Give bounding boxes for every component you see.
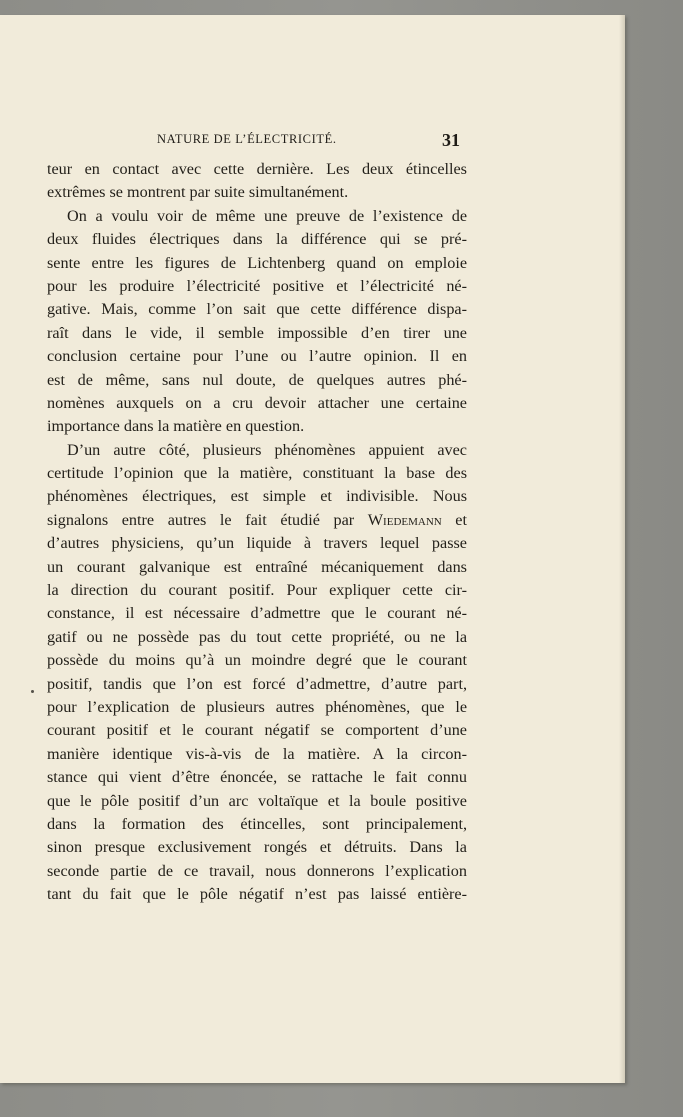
text-line: deux fluides électriques dans la différence qui se pré- [47, 230, 467, 249]
text-segment: et [441, 510, 467, 529]
page-number: 31 [442, 130, 460, 150]
text-line: extrêmes se montrent par suite simultanément. [47, 183, 349, 202]
running-head [47, 130, 467, 150]
text-line: d’autres physiciens, qu’un liquide à travers lequel passe [47, 534, 467, 553]
text-line: dans la formation des étincelles, sont principalement, [47, 814, 467, 833]
paragraph-first-line: D’un autre côté, plusieurs phénomènes appuient avec [67, 440, 467, 459]
text-line: phénomènes électriques, est simple et indivisible. Nous [47, 487, 467, 506]
text-line: gative. Mais, comme l’on sait que cette différence dispa- [47, 300, 467, 319]
text-line: nomènes auxquels on a cru devoir attacher une certaine [47, 393, 467, 412]
paragraph-first-line: On a voulu voir de même une preuve de l’existence de [67, 206, 467, 225]
text-line: certitude l’opinion que la matière, constituant la base des [47, 464, 467, 483]
running-title: NATURE DE L’ÉLECTRICITÉ. [157, 132, 337, 146]
text-line: est de même, sans nul doute, de quelques autres phé- [47, 370, 467, 389]
text-line: tant du fait que le pôle négatif n’est pas laissé entière- [47, 885, 467, 904]
text-line: sente entre les figures de Lichtenberg quand on emploie [47, 253, 467, 272]
text-line: positif, tandis que l’on est forcé d’admettre, d’autre part, [47, 674, 467, 693]
text-line: sinon presque exclusivement rongés et détruits. Dans la [47, 838, 467, 857]
text-line: un courant galvanique est entraîné mécaniquement dans [47, 557, 467, 576]
margin-speck [31, 690, 34, 693]
text-line: seconde partie de ce travail, nous donnerons l’explication [47, 861, 467, 880]
text-segment: signalons entre autres le fait étudié par [47, 510, 368, 529]
text-line: raît dans le vide, il semble impossible d’en tirer une [47, 323, 467, 342]
text-line: la direction du courant positif. Pour expliquer cette cir- [47, 581, 467, 600]
text-line: pour les produire l’électricité positive et l’électricité né- [47, 276, 467, 295]
text-line: possède du moins qu’à un moindre degré que le courant [47, 651, 467, 670]
text-line: courant positif et le courant négatif se comportent d’une [47, 721, 467, 740]
book-page [0, 15, 625, 1083]
text-line: stance qui vient d’être énoncée, se rattache le fait connu [47, 768, 467, 787]
text-line: que le pôle positif d’un arc voltaïque et la boule positive [47, 791, 467, 810]
body-text [47, 158, 467, 907]
text-line: teur en contact avec cette dernière. Les deux étincelles [47, 160, 467, 178]
text-line-with-name [47, 509, 467, 532]
text-line: gatif ou ne possède pas du tout cette propriété, ou ne la [47, 627, 467, 646]
text-line: manière identique vis-à-vis de la matière. A la circon- [47, 744, 467, 763]
text-line: importance dans la matière en question. [47, 417, 305, 436]
text-line: pour l’explication de plusieurs autres phénomènes, que le [47, 697, 467, 716]
author-name: Wiedemann [367, 510, 442, 529]
text-line: conclusion certaine pour l’une ou l’autre opinion. Il en [47, 347, 467, 366]
text-line: constance, il est nécessaire d’admettre que le courant né- [47, 604, 467, 623]
